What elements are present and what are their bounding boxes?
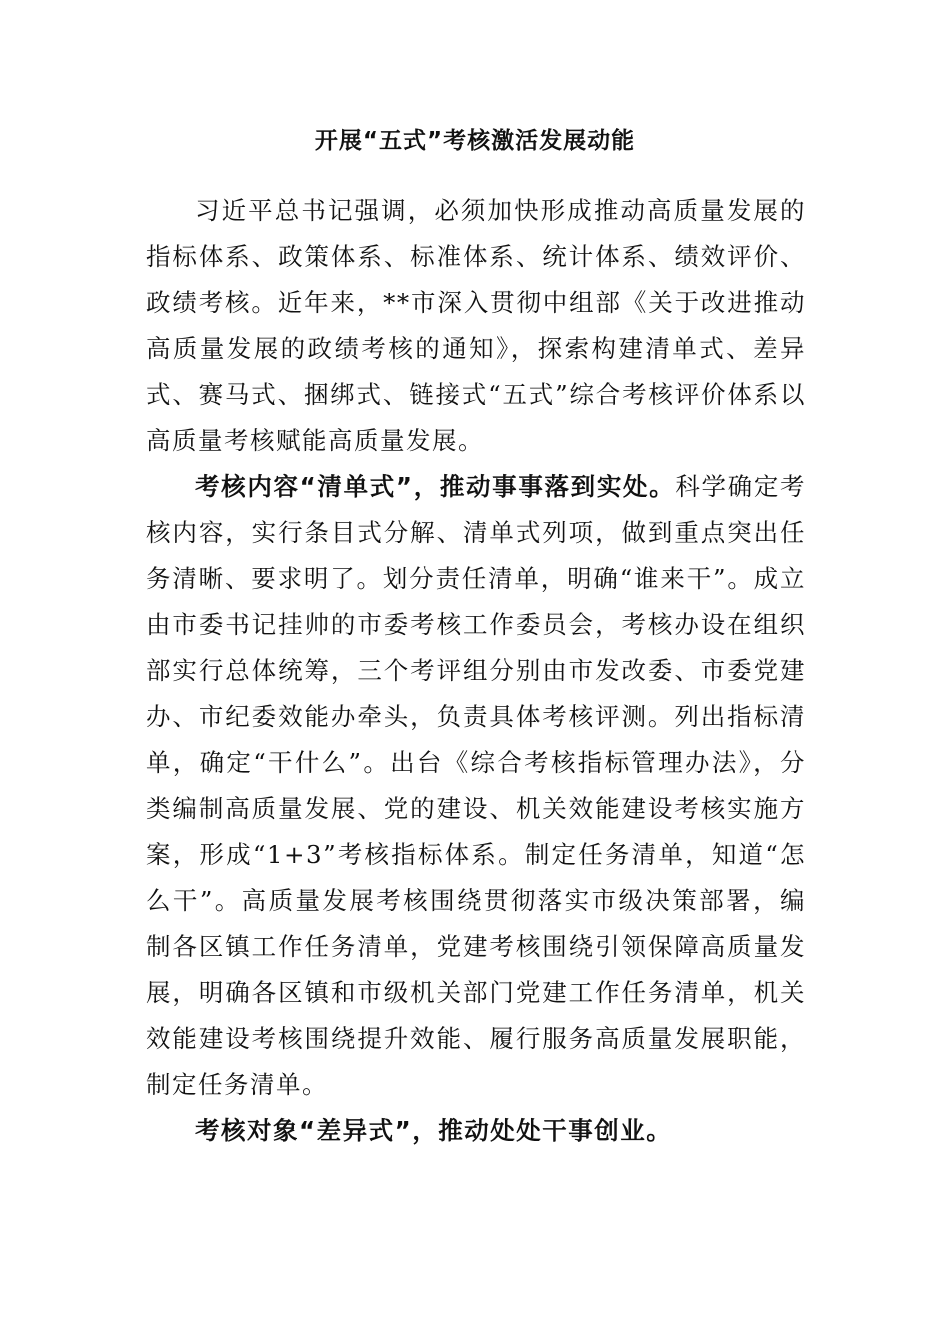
paragraph-checklist: [146, 464, 806, 1108]
paragraph-lead: 考核内容“清单式”，推动事事落到实处。: [195, 472, 676, 501]
paragraph-text: 习近平总书记强调，必须加快形成推动高质量发展的指标体系、政策体系、标准体系、统计体系、绩效评价、政绩考核。近年来，**市深入贯彻中组部《关于改进推动高质量发展的政绩考核的通知》，探索构建清单式、差异式、赛马式、捆绑式、链接式“五式”综合考核评价体系以高质量考核赋能高质量发展。: [146, 196, 806, 455]
paragraph-differentiated: [146, 1108, 806, 1154]
document-title: 开展“五式”考核激活发展动能: [314, 128, 636, 154]
paragraph-lead: 考核对象“差异式”，推动处处干事创业。: [195, 1116, 673, 1145]
paragraph-intro: [146, 188, 806, 464]
document-body: [146, 188, 806, 1154]
paragraph-text: 科学确定考核内容，实行条目式分解、清单式列项，做到重点突出任务清晰、要求明了。划分责任清单，明确“谁来干”。成立由市委书记挂帅的市委考核工作委员会，考核办设在组织部实行总体统筹，三个考评组分别由市发改委、市委党建办、市纪委效能办牵头，负责具体考核评测。列出指标清单，确定“干什么”。出台《综合考核指标管理办法》，分类编制高质量发展、党的建设、机关效能建设考核实施方案，形成“1+3”考核指标体系。制定任务清单，知道“怎么干”。高质量发展考核围绕贯彻落实市级决策部署，编制各区镇工作任务清单，党建考核围绕引领保障高质量发展，明确各区镇和市级机关部门党建工作任务清单，机关效能建设考核围绕提升效能、履行服务高质量发展职能，制定任务清单。: [146, 472, 807, 1099]
